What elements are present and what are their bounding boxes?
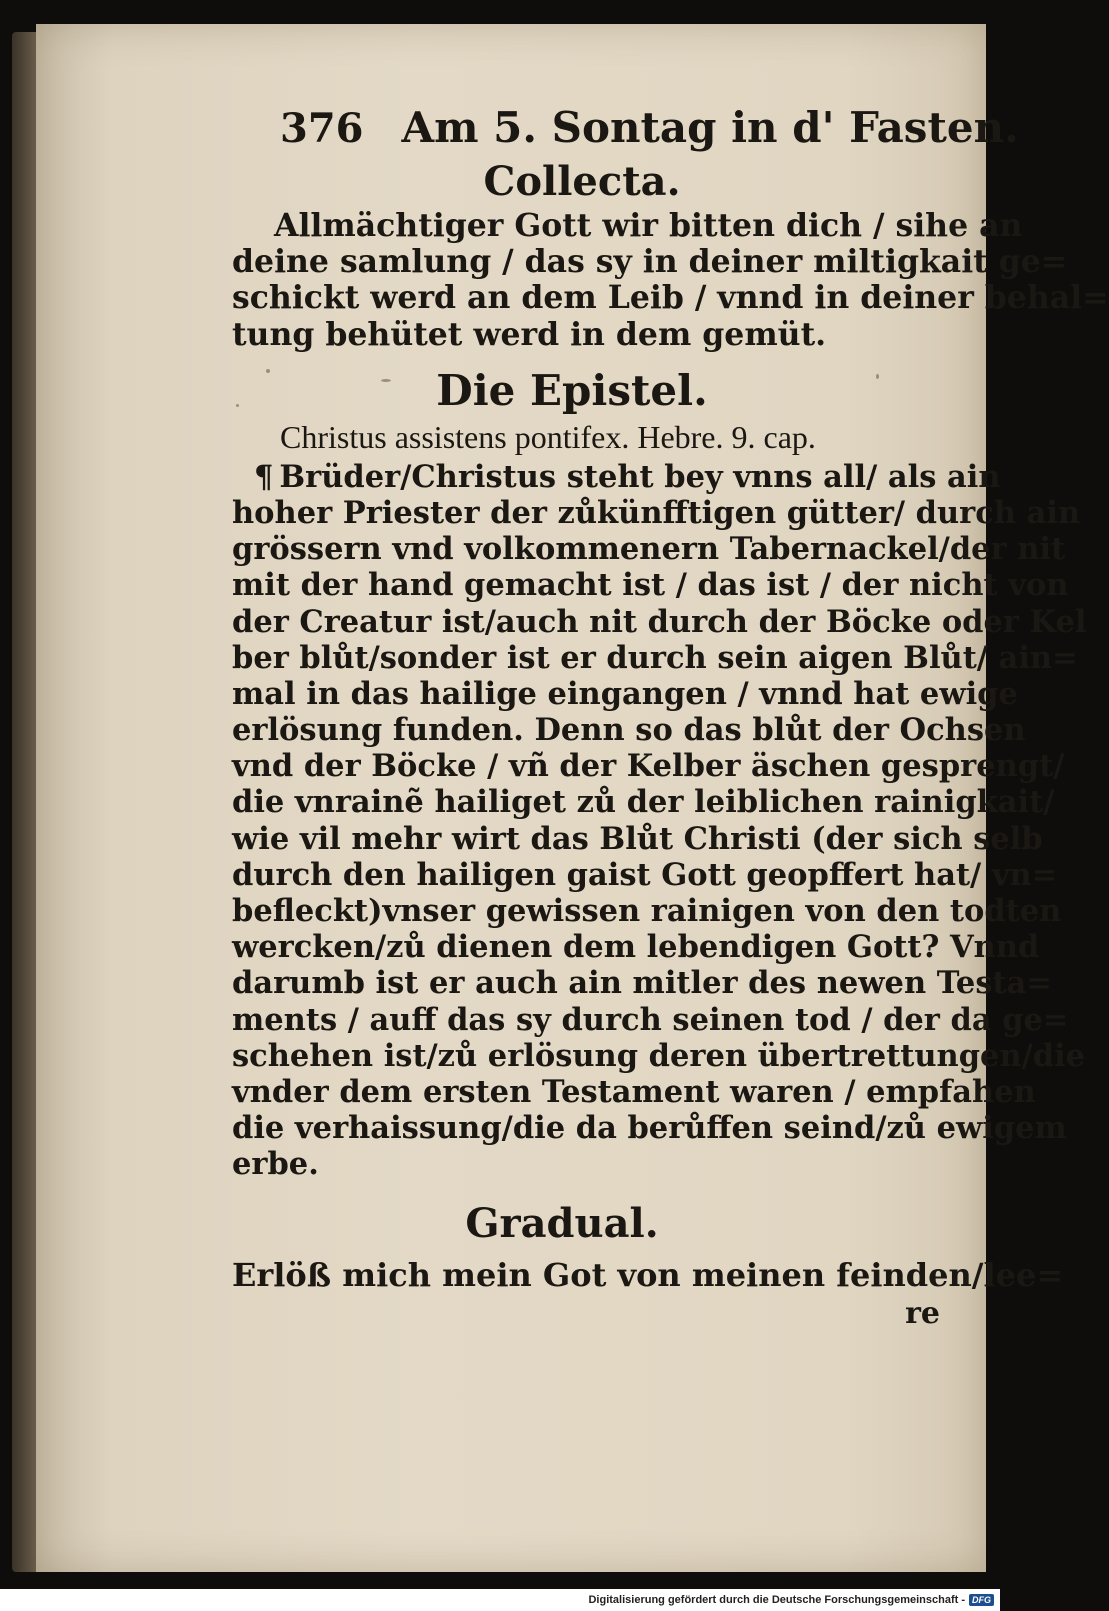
text-line: mit der hand gemacht ist / das ist / der nicht von xyxy=(232,567,1069,604)
text-line: grössern vnd volkommenern Tabernackel/der nit xyxy=(232,531,1066,568)
collecta-heading: Collecta. xyxy=(483,158,681,205)
gradual-heading: Gradual. xyxy=(465,1199,659,1247)
text-line: wercken/zů dienen dem lebendigen Gott? Vnnd xyxy=(232,929,1040,966)
pilcrow-mark: ¶ xyxy=(254,458,274,495)
text-line: die verhaissung/die da berůffen seind/zů ewigem xyxy=(232,1110,1067,1147)
page-header xyxy=(232,100,1019,156)
text-line: mal in das hailige eingangen / vnnd hat ewige xyxy=(232,675,1018,712)
text-line: schickt werd an dem Leib / vnnd in deiner behal= xyxy=(232,279,1109,317)
text-line: vnder dem ersten Testament waren / empfahen xyxy=(232,1073,1036,1110)
text-line: befleckt)vnser gewissen rainigen von den todten xyxy=(232,893,1062,929)
text-line: Allmächtiger Gott wir bitten dich / sihe an xyxy=(274,207,1023,244)
text-line: deine samlung / das sy in deiner miltigkait ge= xyxy=(232,243,1068,281)
text-line: der Creatur ist/auch nit durch der Böcke oder Kel xyxy=(232,603,1087,640)
text-line: tung behütet werd in dem gemüt. xyxy=(232,315,827,353)
epistel-reference: Christus assistens pontifex. Hebre. 9. cap. xyxy=(280,418,816,455)
text-line: schehen ist/zů erlösung deren übertrettungen/die xyxy=(232,1037,1086,1074)
text-line: erlösung funden. Denn so das blůt der Ochsen xyxy=(232,712,1026,749)
running-head: Am 5. Sontag in d' Fasten. xyxy=(401,103,1019,152)
text-line: vnd der Böcke / vñ der Kelber äschen gesprengt/ xyxy=(232,748,1065,785)
dfg-logo: DFG xyxy=(969,1594,994,1606)
text-line: hoher Priester der zůkünfftigen gütter/ durch ain xyxy=(232,494,1081,531)
text-line: ber blůt/sonder ist er durch sein aigen Blůt/ ain= xyxy=(232,639,1078,676)
gradual-text: Erlöß mich mein Got von meinen feinden/lee= xyxy=(232,1255,1064,1294)
footer-text: Digitalisierung gefördert durch die Deutsche Forschungsgemeinschaft - xyxy=(588,1594,965,1606)
epistel-heading: Die Epistel. xyxy=(436,365,708,415)
page-text xyxy=(232,100,1109,1333)
page-number: 376 xyxy=(280,105,364,152)
catchword: re xyxy=(905,1295,940,1331)
text-line: durch den hailigen gaist Gott geopffert hat/ vn= xyxy=(232,856,1058,893)
collecta-text xyxy=(232,207,1109,353)
text-line: darumb ist er auch ain mitler des newen Testa= xyxy=(232,965,1052,1002)
text-line: wie vil mehr wirt das Blůt Christi (der sich selb xyxy=(232,820,1043,857)
text-line-content: Brüder/Christus steht bey vnns all/ als ain xyxy=(279,458,1001,495)
text-line xyxy=(232,458,1001,495)
text-line: erbe. xyxy=(232,1146,319,1183)
epistel-text xyxy=(232,458,1087,1183)
digitization-footer xyxy=(0,1589,1000,1611)
text-line: die vnrainẽ hailiget zů der leiblichen rainigkait/ xyxy=(232,784,1055,821)
text-line: ments / auff das sy durch seinen tod / der da ge= xyxy=(232,1001,1069,1038)
